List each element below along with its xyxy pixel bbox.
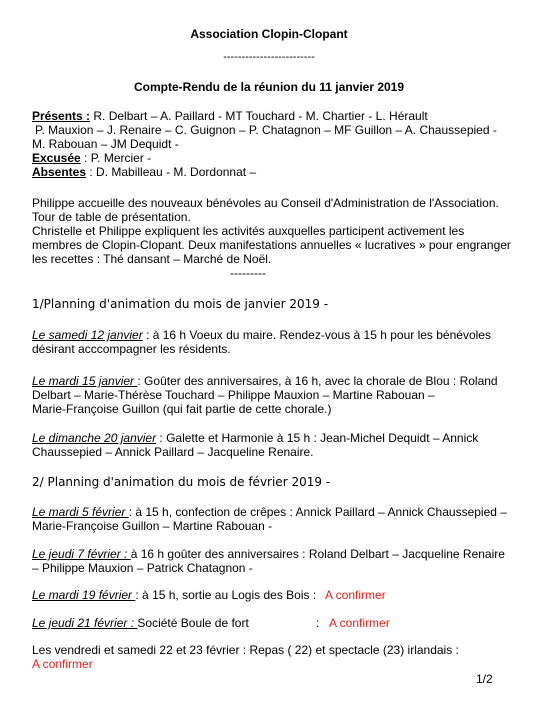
feb7-text: à 16 h goûter des anniversaires : Roland Delbart – Jacqueline Renaire — [130, 547, 505, 561]
document-subtitle: Compte-Rendu de la réunion du 11 janvier 2019 — [133, 80, 405, 94]
jan15-line-1 — [32, 374, 498, 388]
excuse-label: Excusée — [32, 151, 81, 165]
feb21-line — [32, 616, 249, 630]
jan12-date: Le samedi 12 janvier — [32, 328, 143, 342]
intro-line-1: Philippe accueille des nouveaux bénévoles au Conseil d'Administration de l'Association. — [32, 196, 499, 210]
jan20-line-2: Chaussepied – Annick Paillard – Jacqueline Renaire. — [32, 445, 314, 459]
feb22-line: Les vendredi et samedi 22 et 23 février : Repas ( 22) et spectacle (23) irlandais : — [32, 643, 459, 657]
intro-line-2: Tour de table de présentation. — [32, 210, 191, 224]
jan15-line-2: Delbart – Marie-Thérèse Touchard – Philippe Mauxion – Martine Rabouan – — [32, 388, 435, 402]
feb5-line-1 — [32, 505, 507, 519]
section-1-title: 1/Planning d'animation du mois de janvier 2019 - — [32, 297, 329, 311]
jan15-text: : Goûter des anniversaires, à 16 h, avec la chorale de Blou : Roland — [137, 374, 498, 388]
presents-line-3: M. Rabouan – JM Dequidt - — [32, 137, 179, 151]
absentes-line — [32, 165, 256, 179]
presents-names-1: R. Delbart – A. Paillard - MT Touchard - M. Chartier - L. Hérault — [90, 109, 428, 123]
feb21-text: Société Boule de fort — [137, 616, 249, 630]
feb5-date: Le mardi 5 février — [32, 505, 129, 519]
feb19-status: A confirmer — [325, 588, 386, 602]
feb7-line-1 — [32, 547, 505, 561]
feb7-line-2: – Philippe Mauxion – Patrick Chatagnon - — [32, 561, 253, 575]
presents-line-2: P. Mauxion – J. Renaire – C. Guignon – P. Chatagnon – MF Guillon – A. Chaussepied - — [35, 123, 497, 137]
jan12-line-1 — [32, 328, 491, 342]
page-number: 1/2 — [476, 672, 493, 686]
separator-line: ------------------------- — [223, 51, 315, 63]
presents-line-1 — [32, 109, 428, 123]
feb5-line-2: Marie-Françoise Guillon – Martine Rabouan - — [32, 519, 273, 533]
document-title: Association Clopin-Clopant — [190, 27, 348, 41]
feb19-line — [32, 588, 316, 602]
intro-line-4: membres de Clopin-Clopant. Deux manifestations annuelles « lucratives » pour engranger — [32, 238, 511, 252]
intro-line-5: les recettes : Thé dansant – Marché de Noël. — [32, 252, 272, 266]
feb5-text: : à 15 h, confection de crêpes : Annick Paillard – Annick Chaussepied – — [128, 505, 507, 519]
presents-label: Présents : — [32, 109, 91, 123]
feb19-date: Le mardi 19 février — [32, 588, 136, 602]
absentes-label: Absentes — [32, 165, 87, 179]
jan15-line-3: Marie-Françoise Guillon (qui fait partie de cette chorale.) — [32, 402, 332, 416]
jan20-line-1 — [32, 431, 478, 445]
excuse-text: : P. Mercier - — [80, 151, 152, 165]
jan12-line-2: désirant acccompagner les résidents. — [32, 342, 231, 356]
section-2-title: 2/ Planning d'animation du mois de février 2019 - — [32, 475, 331, 489]
jan20-date: Le dimanche 20 janvier — [32, 431, 157, 445]
excuse-line — [32, 151, 151, 165]
intro-line-3: Christelle et Philippe expliquent les activités auxquelles participent activement les — [32, 224, 465, 238]
jan15-date: Le mardi 15 janvier — [32, 374, 138, 388]
feb7-date: Le jeudi 7 février : — [32, 547, 131, 561]
dashes-separator: --------- — [230, 266, 266, 280]
jan20-text: : Galette et Harmonie à 15 h : Jean-Michel Dequidt – Annick — [156, 431, 479, 445]
jan12-text: : à 16 h Voeux du maire. Rendez-vous à 15 h pour les bénévoles — [142, 328, 491, 342]
feb21-colon: : — [316, 616, 320, 630]
absentes-text: : D. Mabilleau - M. Dordonnat – — [86, 165, 257, 179]
feb22-status: A confirmer — [32, 657, 93, 671]
feb21-status: A confirmer — [329, 616, 390, 630]
feb19-text: : à 15 h, sortie au Logis des Bois : — [135, 588, 317, 602]
feb21-date: Le jeudi 21 février : — [32, 616, 138, 630]
